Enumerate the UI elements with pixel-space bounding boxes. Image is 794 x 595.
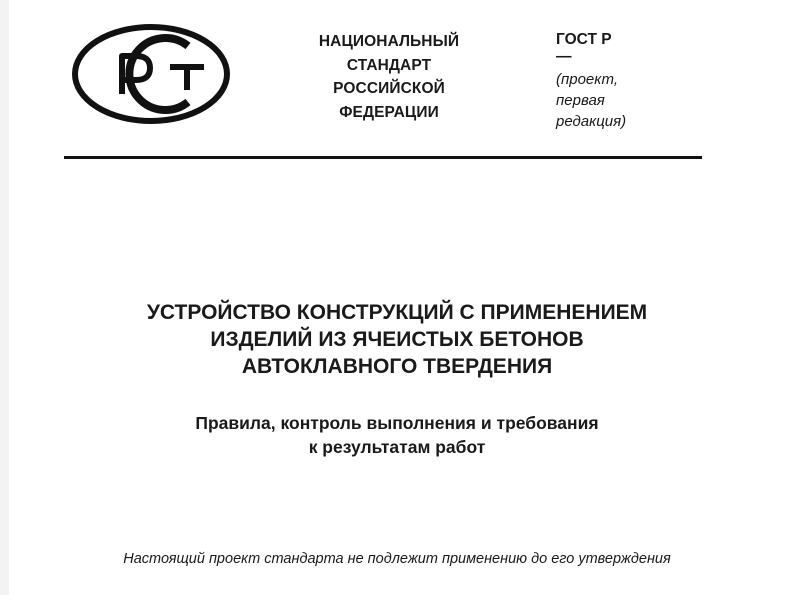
- document-title-line: АВТОКЛАВНОГО ТВЕРДЕНИЯ: [241, 355, 553, 378]
- national-standard-heading: [276, 30, 502, 124]
- rst-certification-mark-icon: [70, 22, 232, 126]
- draft-status-line: редакция): [556, 113, 627, 130]
- national-standard-line: ФЕДЕРАЦИИ: [339, 103, 439, 121]
- draft-status: [556, 69, 716, 132]
- document-subtitle-line: к результатам работ: [308, 437, 486, 457]
- draft-notice: Настоящий проект стандарта не подлежит применению до его утверждения: [123, 551, 671, 567]
- national-standard-line: РОССИЙСКОЙ: [333, 80, 445, 97]
- document-title-line: УСТРОЙСТВО КОНСТРУКЦИЙ С ПРИМЕНЕНИЕМ: [146, 301, 648, 324]
- document-title-line: ИЗДЕЛИЙ ИЗ ЯЧЕИСТЫХ БЕТОНОВ: [210, 328, 584, 351]
- gost-number-dash: —: [556, 48, 572, 65]
- draft-status-line: (проект,: [556, 71, 619, 88]
- document-title: [60, 299, 734, 380]
- gost-code: ГОСТ Р: [556, 31, 612, 48]
- draft-status-line: первая: [556, 92, 605, 109]
- gost-designation: [556, 30, 716, 132]
- document-subtitle-line: Правила, контроль выполнения и требования: [195, 413, 599, 433]
- national-standard-line: СТАНДАРТ: [346, 56, 432, 74]
- header-divider: [64, 156, 702, 159]
- document-subtitle: [80, 411, 714, 459]
- national-standard-line: НАЦИОНАЛЬНЫЙ: [318, 33, 460, 50]
